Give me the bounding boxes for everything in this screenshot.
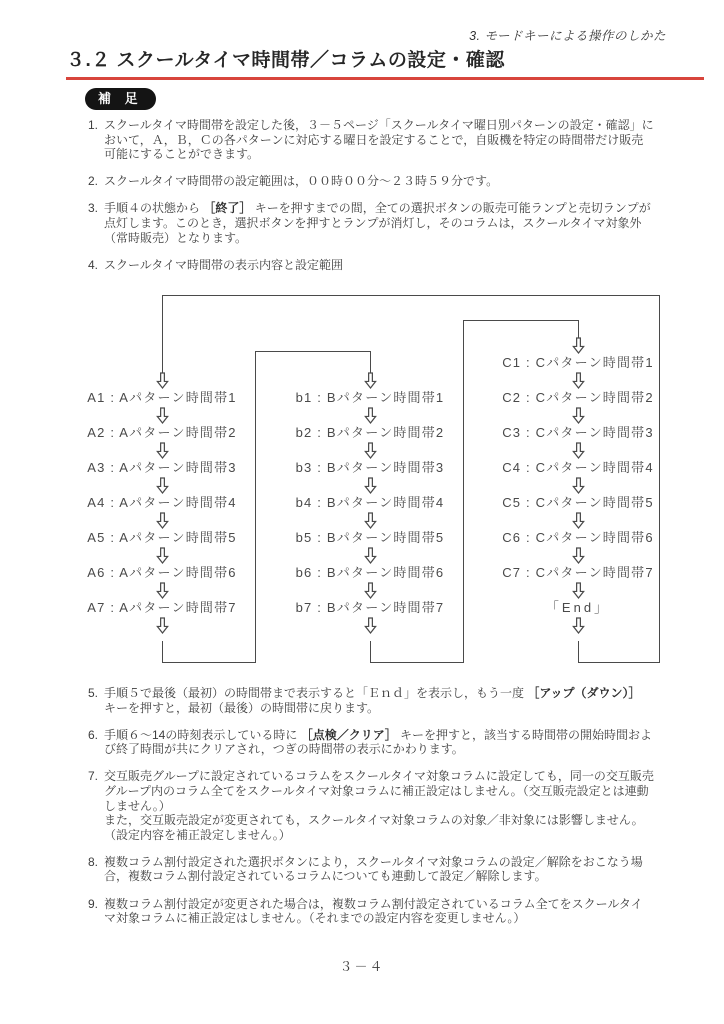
note-item: [88, 201, 654, 245]
down-arrow-icon: [155, 547, 170, 564]
note-number: 7.: [88, 769, 99, 784]
note-text: スクールタイマ時間帯の表示内容と設定範囲: [104, 257, 344, 272]
diagram-item-label: b4 : Bパターン時間帯4: [295, 495, 445, 510]
diagram-item-label: A2 : Aパターン時間帯2: [87, 425, 237, 440]
diagram-item-label: b6 : Bパターン時間帯6: [295, 565, 445, 580]
note-item: [88, 855, 654, 884]
connector-line: [370, 351, 371, 373]
notes-list-bottom: [88, 686, 654, 938]
note-item: [88, 118, 654, 162]
diagram-item-label: C4 : Cパターン時間帯4: [502, 460, 654, 475]
connector-line: [162, 662, 255, 663]
note-item: [88, 769, 654, 842]
connector-line: [255, 351, 370, 352]
notes-list-top: [88, 118, 654, 285]
note-number: 4.: [88, 257, 99, 272]
note-text: 手順４の状態から ［終了］ キーを押すまでの間，全ての選択ボタンの販売可能ランプと売切ランプが点灯します。このとき，選択ボタンを押すとランプが消灯し，そのコラムは，スクールタイマ対象外（常時販売）となります。: [104, 201, 651, 245]
diagram-item-label: A4 : Aパターン時間帯4: [87, 495, 237, 510]
down-arrow-icon: [155, 407, 170, 424]
timeband-cycle-diagram: [0, 278, 724, 678]
connector-line: [370, 641, 371, 662]
diagram-column-pattern-b: [278, 372, 462, 634]
diagram-item-label: C7 : Cパターン時間帯7: [502, 565, 654, 580]
down-arrow-icon: [155, 372, 170, 389]
note-item: [88, 728, 654, 757]
down-arrow-icon: [155, 512, 170, 529]
connector-line: [578, 320, 579, 338]
down-arrow-icon: [155, 442, 170, 459]
diagram-item-label: C1 : Cパターン時間帯1: [502, 355, 654, 370]
diagram-column-pattern-c: [486, 337, 670, 634]
diagram-item-label: A7 : Aパターン時間帯7: [87, 600, 237, 615]
diagram-item-label: b2 : Bパターン時間帯2: [295, 425, 445, 440]
note-number: 2.: [88, 174, 99, 189]
note-text: 交互販売グループに設定されているコラムをスクールタイマ対象コラムに設定しても，同一の交互販売グループ内のコラム全てをスクールタイマ対象コラムに補正設定はしません。（交互販売設定とは連動しません。） また，交互販売設定が変更されても，スクールタイマ対象コラムの対象／非対象には影響しません。（設定内容を補正設定しません。）: [104, 769, 654, 842]
connector-line: [578, 662, 659, 663]
note-number: 9.: [88, 896, 99, 911]
down-arrow-icon: [363, 617, 378, 634]
diagram-column-pattern-a: [70, 372, 254, 634]
note-number: 5.: [88, 686, 99, 700]
note-number: 8.: [88, 854, 99, 869]
note-text: スクールタイマ時間帯を設定した後，３－５ページ「スクールタイマ曜日別パターンの設定・確認」において，Ａ，Ｂ，Ｃの各パターンに対応する曜日を設定することで，自販機を特定の時間帯だけ販売可能にすることができます。: [104, 118, 654, 162]
down-arrow-icon: [571, 477, 586, 494]
down-arrow-icon: [571, 512, 586, 529]
connector-line: [162, 295, 659, 296]
down-arrow-icon: [363, 477, 378, 494]
connector-line: [463, 320, 578, 321]
note-text: スクールタイマ時間帯の設定範囲は，００時００分～２３時５９分です。: [104, 174, 499, 189]
diagram-item-label: C3 : Cパターン時間帯3: [502, 425, 654, 440]
connector-line: [162, 295, 163, 373]
page-title: ３.２ スクールタイマ時間帯／コラムの設定・確認: [66, 45, 704, 80]
down-arrow-icon: [155, 617, 170, 634]
running-header: 3. モードキーによる操作のしかた: [469, 29, 666, 43]
connector-line: [255, 351, 256, 663]
note-text: 複数コラム割付設定された選択ボタンにより，スクールタイマ対象コラムの設定／解除をおこなう場合，複数コラム割付設定されているコラムについても連動して設定／解除します。: [104, 854, 643, 884]
down-arrow-icon: [363, 547, 378, 564]
down-arrow-icon: [363, 372, 378, 389]
note-text: 手順６～14の時刻表示している時に ［点検／クリア］ キーを押すと，該当する時間帯の開始時間および終了時間が共にクリアされ，つぎの時間帯の表示にかわります。: [104, 727, 653, 757]
diagram-item-label: b5 : Bパターン時間帯5: [295, 530, 445, 545]
down-arrow-icon: [363, 582, 378, 599]
down-arrow-icon: [571, 337, 586, 354]
supplement-badge: 補 足: [85, 88, 156, 110]
note-item: [88, 174, 654, 189]
connector-line: [162, 641, 163, 662]
note-text: 手順５で最後（最初）の時間帯まで表示すると「Ｅｎｄ」を表示し，もう一度 ［アップ（ダウン）］ キーを押すと，最初（最後）の時間帯に戻ります。: [104, 686, 641, 715]
diagram-item-label: A5 : Aパターン時間帯5: [87, 530, 237, 545]
note-item: [88, 897, 654, 926]
diagram-item-label: A1 : Aパターン時間帯1: [87, 390, 237, 405]
note-number: 1.: [88, 118, 99, 132]
connector-line: [370, 662, 463, 663]
down-arrow-icon: [571, 442, 586, 459]
diagram-item-label: b1 : Bパターン時間帯1: [295, 390, 445, 405]
note-item: [88, 686, 654, 715]
diagram-item-label: b3 : Bパターン時間帯3: [295, 460, 445, 475]
down-arrow-icon: [363, 407, 378, 424]
page-number: ３－４: [339, 959, 385, 974]
down-arrow-icon: [571, 372, 586, 389]
note-item: [88, 258, 654, 273]
down-arrow-icon: [155, 582, 170, 599]
down-arrow-icon: [571, 547, 586, 564]
diagram-item-label: C5 : Cパターン時間帯5: [502, 495, 654, 510]
diagram-item-label: C2 : Cパターン時間帯2: [502, 390, 654, 405]
down-arrow-icon: [155, 477, 170, 494]
note-text: 複数コラム割付設定が変更された場合は，複数コラム割付設定されているコラム全てをスクールタイマ対象コラムに補正設定はしません。（それまでの設定内容を変更しません。）: [104, 896, 643, 926]
diagram-item-label: C6 : Cパターン時間帯6: [502, 530, 654, 545]
down-arrow-icon: [571, 582, 586, 599]
diagram-item-label: b7 : Bパターン時間帯7: [295, 600, 445, 615]
diagram-item-label: 「End」: [545, 600, 611, 615]
connector-line: [463, 320, 464, 663]
down-arrow-icon: [363, 512, 378, 529]
diagram-item-label: A3 : Aパターン時間帯3: [87, 460, 237, 475]
down-arrow-icon: [363, 442, 378, 459]
note-number: 6.: [88, 727, 99, 742]
note-number: 3.: [88, 201, 99, 216]
diagram-item-label: A6 : Aパターン時間帯6: [87, 565, 237, 580]
connector-line: [578, 641, 579, 662]
down-arrow-icon: [571, 617, 586, 634]
down-arrow-icon: [571, 407, 586, 424]
